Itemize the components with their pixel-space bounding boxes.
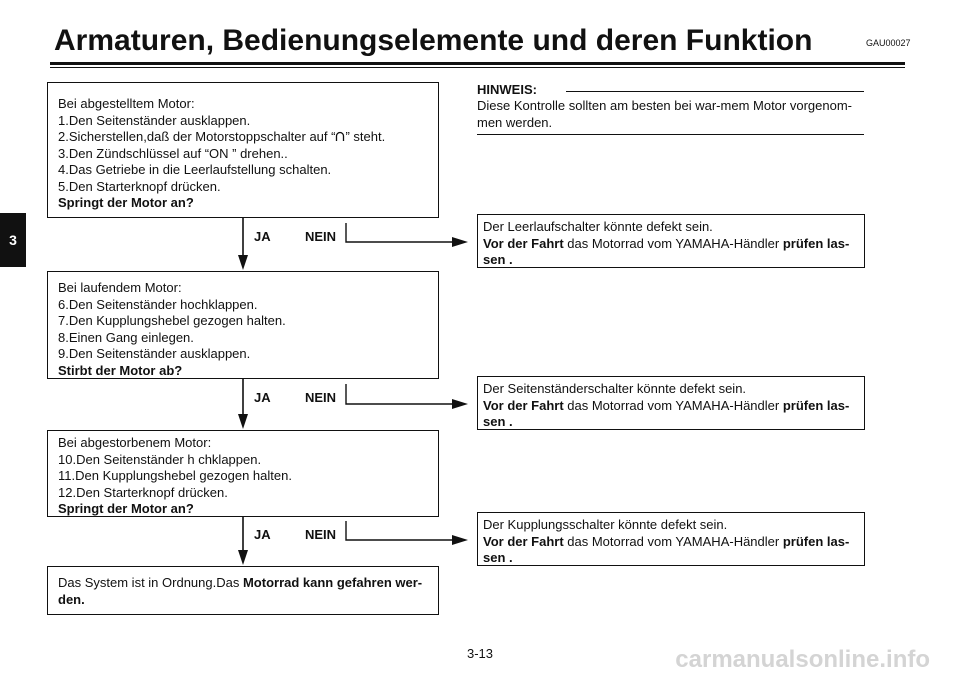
fault-1-text: Der Leerlaufschalter könnte defekt sein. xyxy=(483,219,713,234)
yes-label: JA xyxy=(254,527,271,542)
step-1-line: Bei abgestelltem Motor: xyxy=(58,96,195,111)
yes-arrowhead xyxy=(238,255,248,270)
step-3-question: Springt der Motor an? xyxy=(58,501,194,516)
step-1-line: 1.Den Seitenständer ausklappen. xyxy=(58,112,251,128)
step-2-line: 6.Den Seitenständer hochklappen. xyxy=(58,296,258,312)
step-1-question: Springt der Motor an? xyxy=(58,195,194,210)
no-arrowhead xyxy=(452,535,468,545)
step-1-line: 3.Den Zündschlüssel auf “ON ” drehen.. xyxy=(58,145,288,161)
no-arrow xyxy=(346,223,460,242)
note-heading: HINWEIS: xyxy=(477,82,537,97)
no-arrow xyxy=(346,521,460,540)
chapter-tab: 3 xyxy=(0,213,26,267)
no-label: NEIN xyxy=(305,527,337,542)
step-1-line: 2.Sicherstellen,daß der Motorstoppschalter auf “ ” steht. xyxy=(58,129,386,144)
step-2-question: Stirbt der Motor ab? xyxy=(58,362,183,378)
fault-3-action-end: sen . xyxy=(483,550,513,565)
document-code: GAU00027 xyxy=(866,38,911,48)
page-title: Armaturen, Bedienungselemente und deren Funktion xyxy=(54,24,813,57)
fault-1-action-end: sen . xyxy=(483,252,513,267)
no-label: NEIN xyxy=(305,390,337,405)
step-2-line: Bei laufendem Motor: xyxy=(58,280,182,295)
fault-3-text: Der Kupplungsschalter könnte defekt sein. xyxy=(483,517,728,532)
step-3-line: 11.Den Kupplungshebel gezogen halten. xyxy=(58,468,292,483)
step-1-line: 4.Das Getriebe in die Leerlaufstellung schalten. xyxy=(58,162,332,177)
yes-label: JA xyxy=(254,390,271,405)
note-text: Diese Kontrolle sollten am besten bei war-mem Motor vorgenom-men werden. xyxy=(477,98,852,130)
no-arrow xyxy=(346,384,460,404)
no-label: NEIN xyxy=(305,229,337,244)
fault-2-action: Vor der Fahrt das Motorrad vom YAMAHA-Händler prüfen las- xyxy=(483,397,850,413)
step-2-line: 7.Den Kupplungshebel gezogen halten. xyxy=(58,313,286,328)
step-3-line: 12.Den Starterknopf drücken. xyxy=(58,484,228,500)
step-2-line: 9.Den Seitenständer ausklappen. xyxy=(58,346,251,361)
no-arrowhead xyxy=(452,237,468,247)
no-arrowhead xyxy=(452,399,468,409)
result-line: den. xyxy=(58,591,85,607)
fault-3-action: Vor der Fahrt das Motorrad vom YAMAHA-Händler prüfen las- xyxy=(483,533,850,549)
step-2-line: 8.Einen Gang einlegen. xyxy=(58,329,194,345)
yes-arrowhead xyxy=(238,414,248,429)
watermark: carmanualsonline.info xyxy=(675,646,930,673)
step-1-line: 5.Den Starterknopf drücken. xyxy=(58,178,221,194)
fault-2-action-end: sen . xyxy=(483,414,513,429)
result-line: Das System ist in Ordnung.Das Motorrad kann gefahren wer- xyxy=(58,575,423,590)
step-3-line: Bei abgestorbenem Motor: xyxy=(58,435,212,450)
yes-label: JA xyxy=(254,229,271,244)
fault-1-action: Vor der Fahrt das Motorrad vom YAMAHA-Händler prüfen las- xyxy=(483,235,850,251)
page-number: 3-13 xyxy=(466,646,494,661)
step-3-line: 10.Den Seitenständer h chklappen. xyxy=(58,451,262,467)
yes-arrowhead xyxy=(238,550,248,565)
fault-2-text: Der Seitenständerschalter könnte defekt sein. xyxy=(483,381,747,396)
